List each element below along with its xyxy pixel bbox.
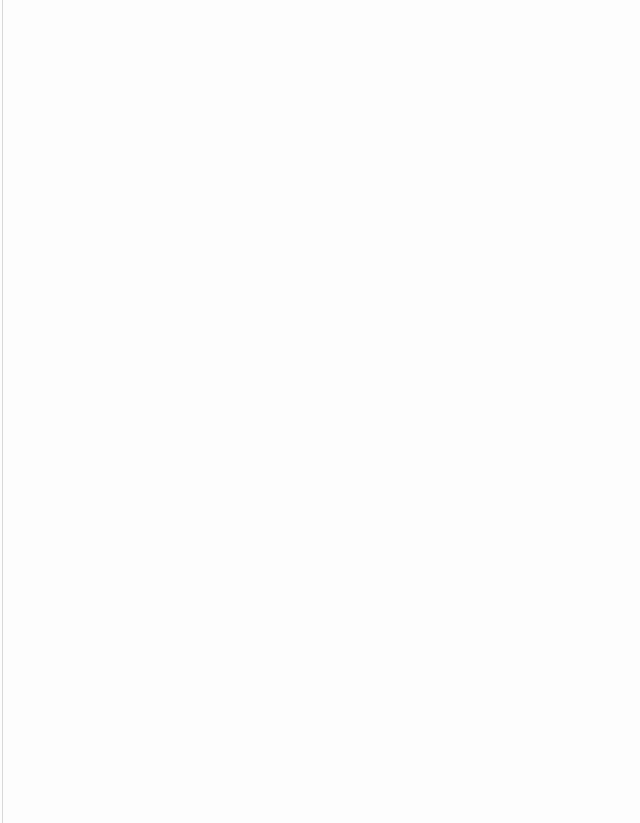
page-edge: [2, 0, 3, 823]
